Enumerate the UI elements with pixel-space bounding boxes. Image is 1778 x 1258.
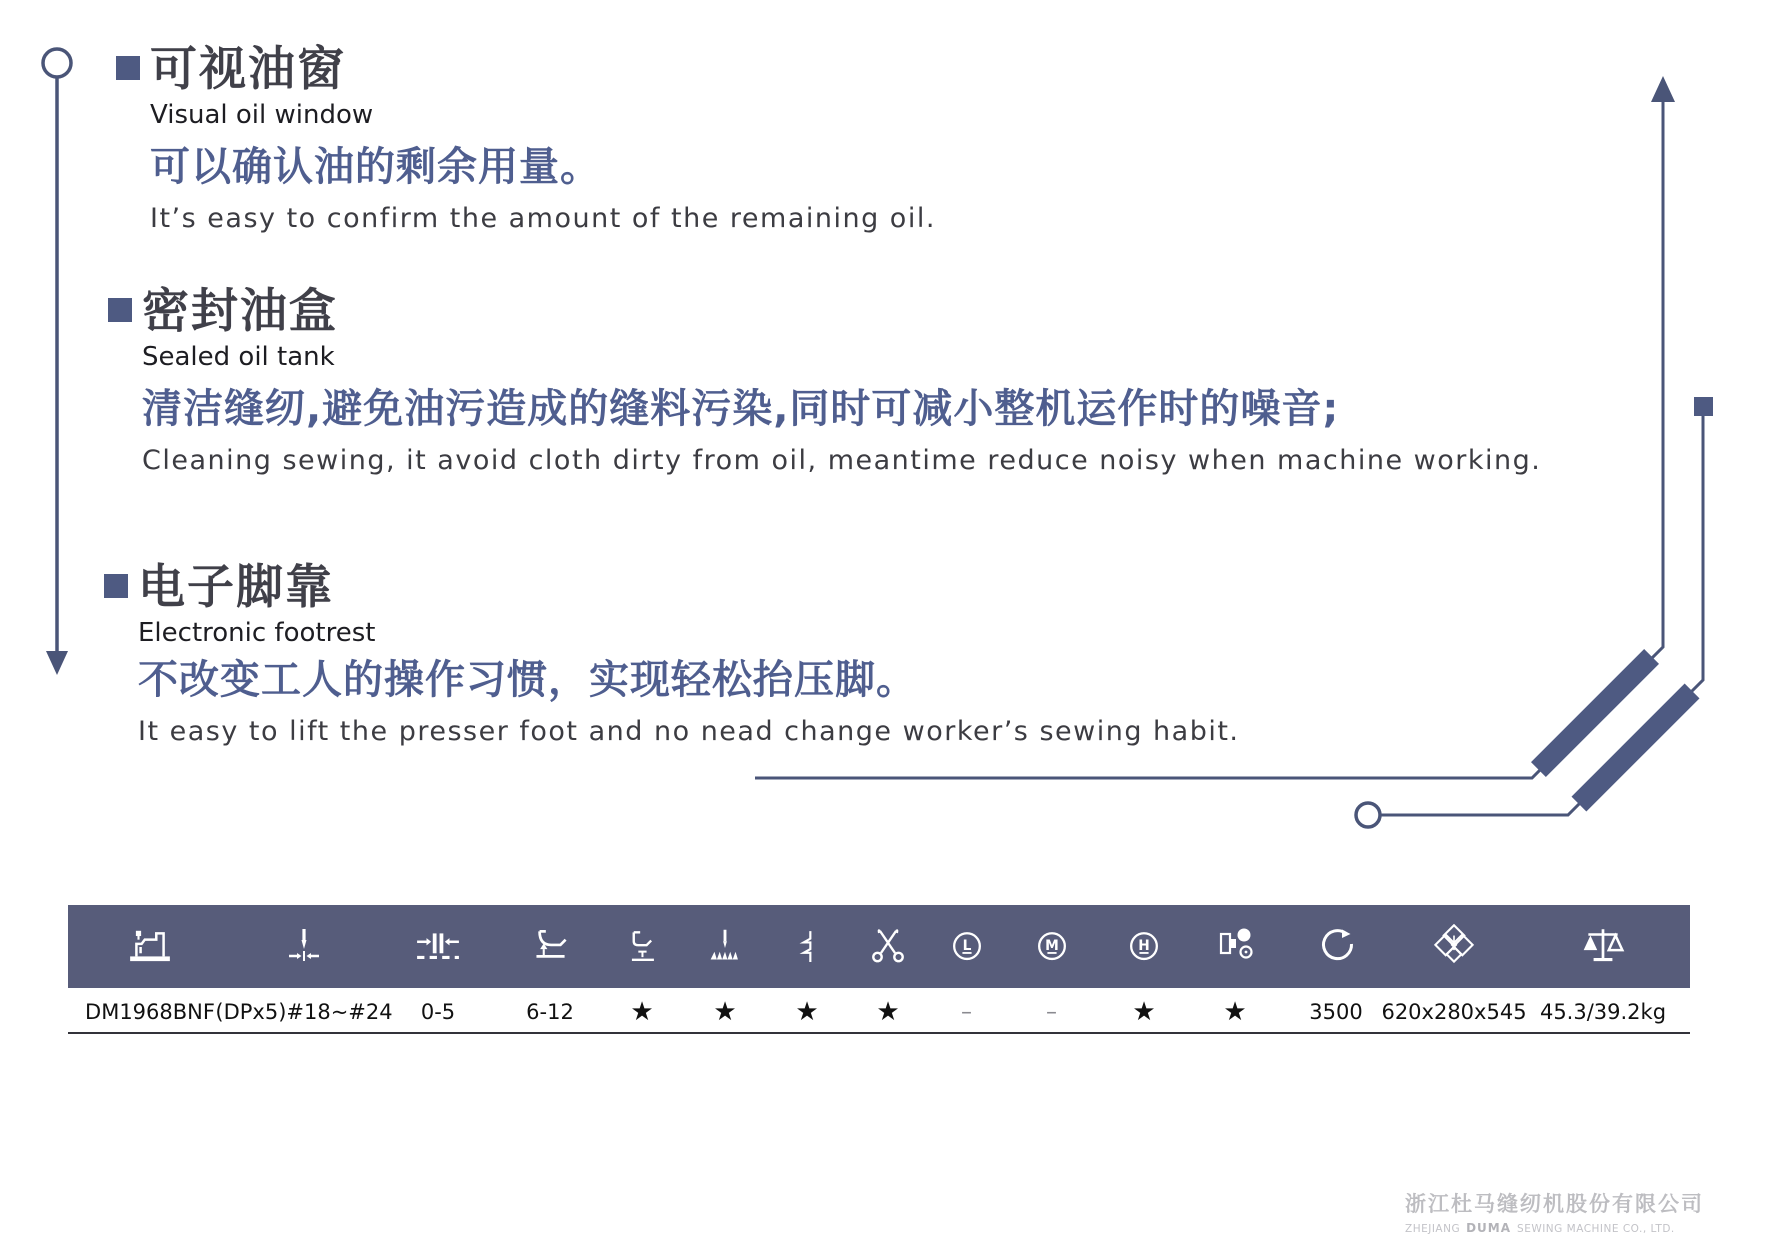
section-desc-en: Cleaning sewing, it avoid cloth dirty from oil, meantime reduce noisy when machine working. [142, 445, 1542, 476]
spec-model: DM1968BNF [85, 1000, 215, 1024]
svg-text:L: L [962, 937, 971, 954]
company-name-cn: 浙江杜马缝纫机股份有限公司 [1405, 1192, 1704, 1216]
spec-stitch-length: 0-5 [420, 1000, 456, 1024]
spec-needle-type: (DPx5)#18~#24 [215, 1000, 393, 1024]
spec-weight: 45.3/39.2kg [1539, 1000, 1667, 1024]
presser-foot-lift-icon [525, 924, 575, 970]
spec-table-values [68, 995, 1690, 1029]
section-desc-cn: 清洁缝纫,避免油污造成的缝料污染,同时可减小整机运作时的噪音; [142, 386, 1340, 432]
needle-bar-icon [787, 924, 827, 970]
section-desc-cn: 可以确认油的剩余用量。 [150, 144, 601, 190]
svg-text:H: H [1138, 937, 1150, 954]
section-desc-cn: 不改变工人的操作习惯，实现轻松抬压脚。 [138, 657, 917, 703]
section-title-en: Visual oil window [150, 100, 374, 130]
thread-trimmer-icon [864, 924, 912, 970]
feature-section-visual-oil-window [116, 44, 936, 234]
spec-oil-low: – [961, 999, 972, 1025]
company-logo [1405, 1188, 1704, 1235]
section-title-cn: 电子脚靠 [138, 560, 334, 615]
feature-section-electronic-footrest [104, 562, 1240, 747]
section-title-en: Sealed oil tank [142, 342, 335, 372]
weight-icon [1577, 924, 1629, 970]
company-brand: DUMA [1466, 1221, 1512, 1235]
spec-thread-trimmer: ★ [876, 997, 900, 1027]
section-title-cn: 密封油盒 [142, 284, 338, 339]
oil-high-icon [1122, 925, 1166, 969]
section-title-cn: 可视油窗 [150, 42, 346, 97]
down-arrow-icon [46, 651, 68, 675]
left-timeline-circle [43, 49, 71, 77]
section-desc-en: It’s easy to confirm the amount of the remaining oil. [150, 203, 936, 234]
spec-foot-lift: 6-12 [526, 1000, 574, 1024]
max-speed-icon [1312, 924, 1360, 970]
section-bullet-icon [116, 56, 140, 80]
end-circle [1356, 803, 1380, 827]
sewing-machine-icon [124, 924, 176, 970]
section-desc-en: It easy to lift the presser foot and no nead change worker’s sewing habit. [138, 716, 1240, 747]
spec-table-header [68, 905, 1690, 988]
spec-packing-size: 620x280x545 [1381, 1000, 1527, 1024]
spec-table-bottom-rule [68, 1032, 1690, 1034]
feed-dog-icon [702, 924, 748, 970]
spec-max-speed: 3500 [1309, 1000, 1363, 1024]
spec-needle-bar: ★ [795, 997, 819, 1027]
spec-oil-high: ★ [1132, 997, 1156, 1027]
needle-type-icon [280, 924, 328, 970]
square-cap [1694, 397, 1713, 416]
company-name-en-prefix: ZHEJIANG [1405, 1223, 1461, 1235]
feature-section-sealed-oil-tank [108, 286, 1541, 476]
section-title-en: Electronic footrest [138, 618, 376, 648]
spec-feed-dog: ★ [713, 997, 737, 1027]
up-arrow-icon [1651, 76, 1675, 102]
packing-size-icon [1429, 924, 1479, 970]
presser-foot-icon [620, 924, 664, 970]
spec-bobbin-winder: ★ [1223, 997, 1247, 1027]
svg-text:M: M [1044, 937, 1059, 954]
left-timeline-line [43, 49, 71, 653]
spec-presser-foot: ★ [630, 997, 654, 1027]
oil-low-icon [945, 925, 989, 969]
section-bullet-icon [104, 574, 128, 598]
stitch-length-icon [412, 924, 464, 970]
bobbin-winder-icon [1211, 924, 1259, 970]
oil-medium-icon [1030, 925, 1074, 969]
spec-oil-medium: – [1046, 999, 1057, 1025]
company-name-en-suffix: SEWING MACHINE CO., LTD. [1517, 1223, 1675, 1235]
section-bullet-icon [108, 298, 132, 322]
